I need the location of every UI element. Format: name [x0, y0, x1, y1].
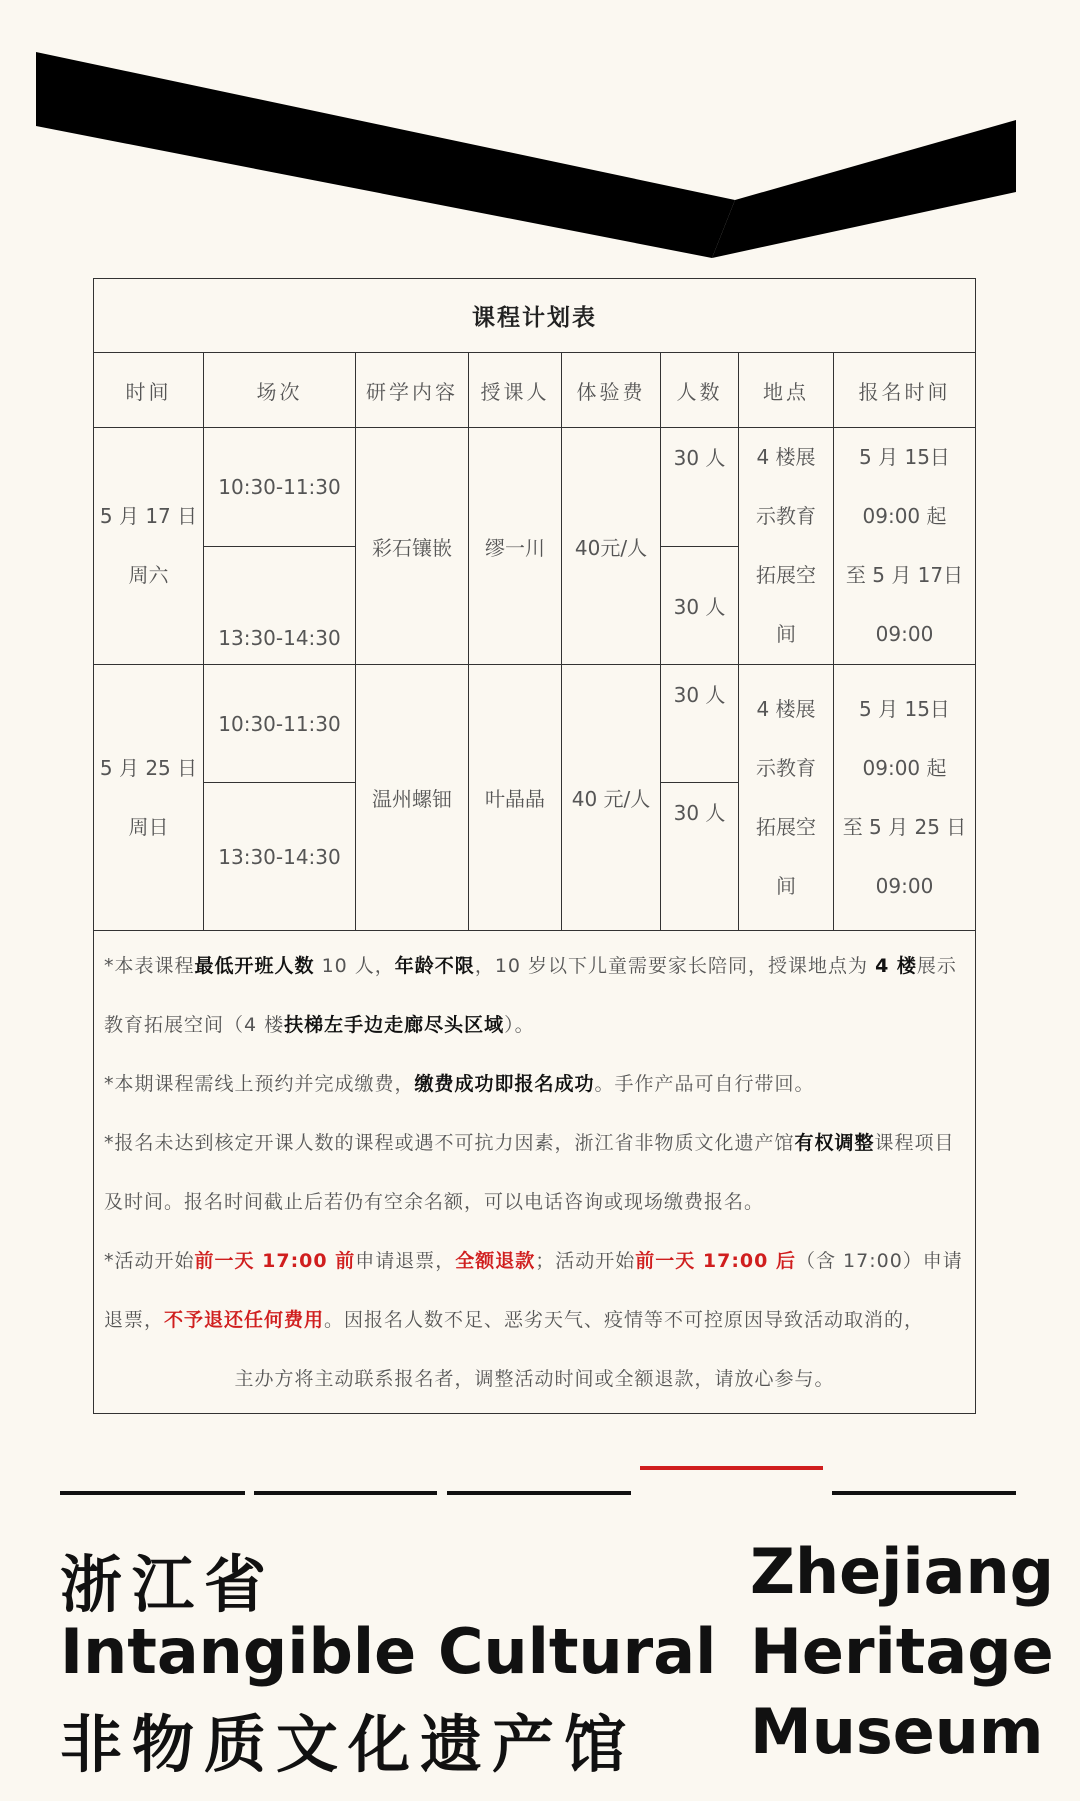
location-line: 4 楼展 [756, 696, 816, 721]
note-emphasis: 年龄不限 [394, 955, 475, 977]
header-content: 研学内容 [356, 353, 469, 428]
signup-line: 5 月 15日 [859, 445, 950, 469]
signup-line: 09:00 起 [862, 755, 947, 780]
note-text: *活动开始 [104, 1250, 195, 1272]
note-text: （含 17:00）申请退票， [104, 1250, 963, 1331]
note-text: 展示教育拓展空间（4 楼 [104, 955, 957, 1036]
signup-line: 5 月 15日 [859, 696, 950, 721]
session-location [739, 428, 834, 665]
header-location: 地点 [739, 353, 834, 428]
session-location [739, 665, 834, 931]
note-text: ；活动开始 [535, 1250, 636, 1272]
museum-name-block [60, 1535, 1055, 1781]
session-signup [834, 665, 976, 931]
session-content: 温州螺钿 [356, 665, 469, 931]
session-date-cell [94, 665, 204, 931]
location-line: 拓展空 [756, 563, 816, 587]
museum-en-line2c: Heritage [750, 1615, 1054, 1688]
note-text: *本表课程 [104, 955, 195, 977]
session-date: 5 月 25 日 [99, 755, 198, 780]
signup-line: 09:00 [875, 622, 934, 646]
museum-en-line3: Museum [750, 1695, 1044, 1768]
session-fee: 40元/人 [562, 428, 661, 665]
note-emphasis: 最低开班人数 [194, 955, 315, 977]
session-count: 30 人 [661, 665, 739, 783]
session-date-cell [94, 428, 204, 665]
table-title: 课程计划表 [94, 279, 976, 353]
header-fee: 体验费 [562, 353, 661, 428]
note-text: *本期课程需线上预约并完成缴费， [104, 1073, 415, 1095]
session-slot: 10:30-11:30 [204, 428, 356, 547]
location-line: 4 楼展 [756, 445, 816, 469]
museum-en-line2b: Cultural [438, 1615, 717, 1688]
note-5: 主办方将主动联系报名者，调整活动时间或全额退款，请放心参与。 [234, 1368, 835, 1390]
location-line: 间 [776, 873, 796, 898]
session-weekday: 周日 [128, 814, 169, 839]
top-black-ribbon-left [36, 52, 735, 258]
note-emphasis: 扶梯左手边走廊尽头区域 [284, 1014, 505, 1036]
header-teacher: 授课人 [469, 353, 562, 428]
note-2 [104, 1055, 965, 1114]
note-4 [104, 1232, 965, 1350]
location-line: 示教育 [756, 755, 816, 780]
session-slot: 13:30-14:30 [204, 546, 356, 665]
location-line: 间 [776, 622, 796, 646]
note-text: ，10 岁以下儿童需要家长陪同，授课地点为 [474, 955, 876, 977]
note-3 [104, 1114, 965, 1232]
signup-line: 09:00 起 [862, 504, 947, 528]
note-text: 10 人， [314, 955, 395, 977]
session-count: 30 人 [661, 546, 739, 665]
signup-line: 至 5 月 25 日 [842, 814, 967, 839]
location-line: 示教育 [756, 504, 816, 528]
note-emphasis: 缴费成功即报名成功 [414, 1073, 595, 1095]
top-black-ribbon-right [712, 120, 1016, 258]
note-text: 申请退票， [355, 1250, 456, 1272]
header-time: 时间 [94, 353, 204, 428]
note-text: 课程项目及时间。报名时间截止后若仍有空余名额，可以电话咨询或现场缴费报名。 [104, 1132, 955, 1213]
session-date: 5 月 17 日 [99, 504, 198, 528]
session-fee: 40 元/人 [562, 665, 661, 931]
notes-cell [94, 931, 976, 1414]
museum-en-line2a: Intangible [60, 1615, 417, 1688]
note-text: ）。 [504, 1014, 535, 1036]
museum-cn-line2: 非物质文化遗产馆 [60, 1708, 637, 1781]
header-signup-time: 报名时间 [834, 353, 976, 428]
session-content: 彩石镶嵌 [356, 428, 469, 665]
note-red-emphasis: 前一天 17:00 后 [635, 1250, 796, 1272]
signup-line: 至 5 月 17日 [845, 563, 964, 587]
note-text: 。因报名人数不足、恶劣天气、疫情等不可控原因导致活动取消的， [324, 1309, 925, 1331]
note-text: 。手作产品可自行带回。 [594, 1073, 815, 1095]
session-teacher: 缪一川 [469, 428, 562, 665]
header-count: 人数 [661, 353, 739, 428]
note-red-emphasis: 全额退款 [455, 1250, 536, 1272]
session-count: 30 人 [661, 783, 739, 931]
note-1 [104, 937, 965, 1055]
session-teacher: 叶晶晶 [469, 665, 562, 931]
signup-line: 09:00 [875, 873, 934, 898]
museum-cn-line1: 浙江省 [60, 1548, 277, 1621]
note-text: *报名未达到核定开课人数的课程或遇不可抗力因素，浙江省非物质文化遗产馆 [104, 1132, 795, 1154]
session-weekday: 周六 [128, 563, 169, 587]
course-schedule-table [93, 278, 976, 1414]
session-slot: 10:30-11:30 [204, 665, 356, 783]
header-session: 场次 [204, 353, 356, 428]
note-emphasis: 有权调整 [794, 1132, 875, 1154]
session-signup [834, 428, 976, 665]
session-slot: 13:30-14:30 [204, 783, 356, 931]
session-count: 30 人 [661, 428, 739, 547]
museum-en-line1: Zhejiang [750, 1535, 1055, 1608]
location-line: 拓展空 [756, 814, 816, 839]
note-red-emphasis: 不予退还任何费用 [164, 1309, 325, 1331]
note-red-emphasis: 前一天 17:00 前 [194, 1250, 356, 1272]
note-emphasis: 4 楼 [875, 955, 917, 977]
